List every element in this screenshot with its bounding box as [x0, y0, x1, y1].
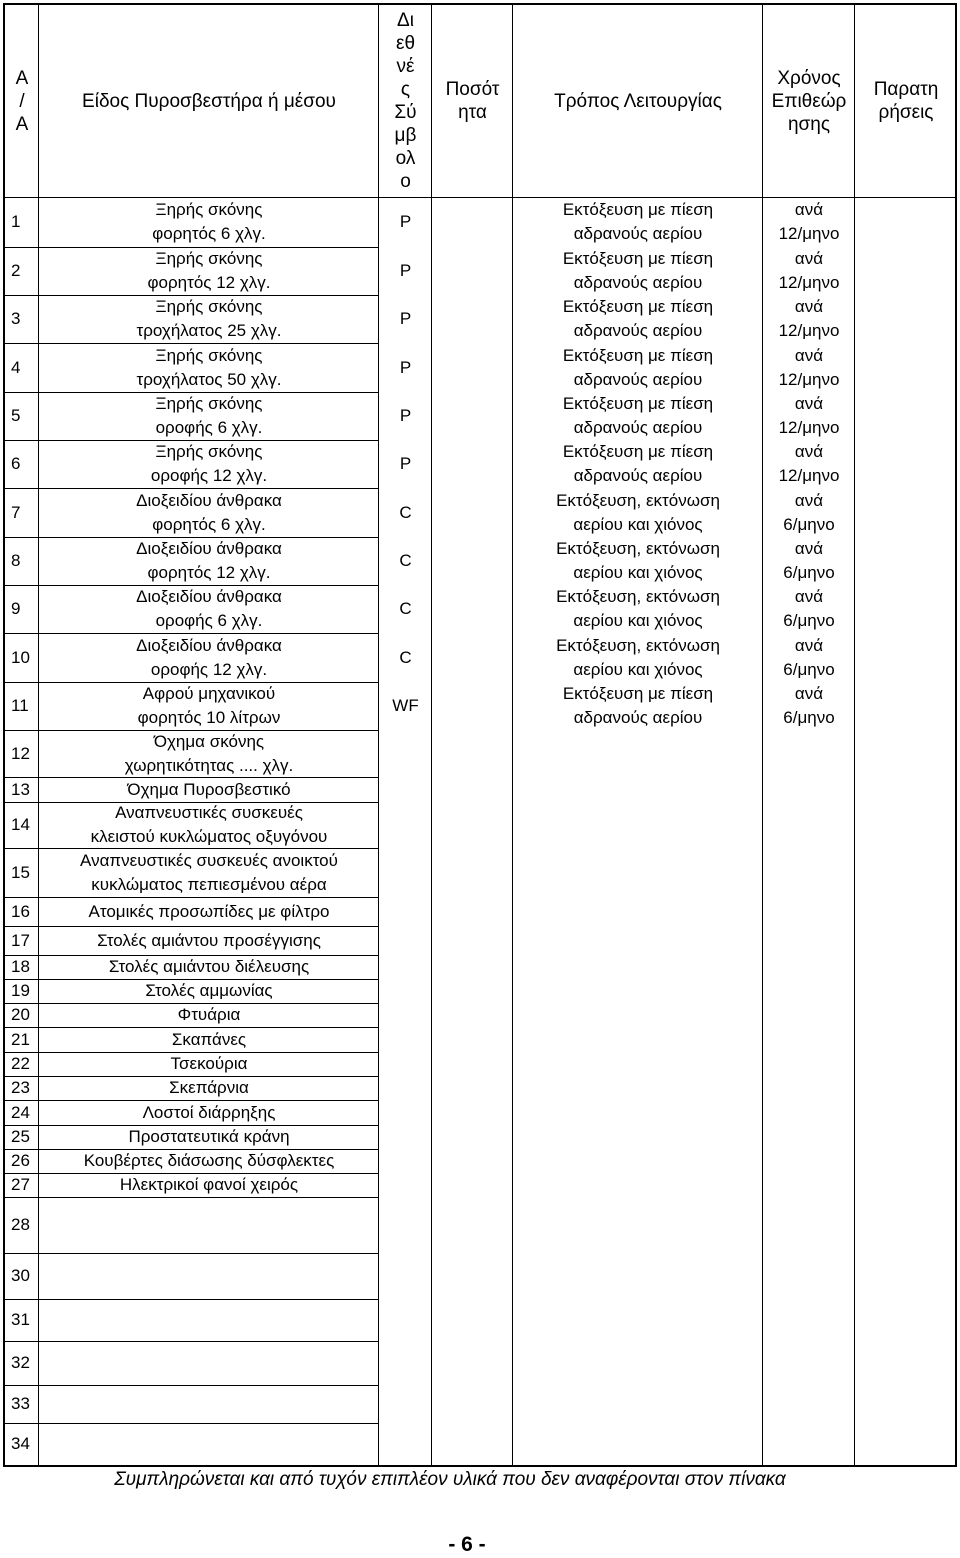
row-number: 17: [11, 930, 30, 950]
intl-symbol: [379, 1423, 432, 1465]
item-name: Διοξειδίου άνθρακα οροφής 6 χλγ.: [136, 587, 282, 630]
table-row: [5, 1253, 957, 1299]
row-number: 21: [11, 1029, 30, 1049]
intl-symbol: [379, 777, 432, 802]
inspection-interval: [763, 926, 855, 955]
item-name: Αφρού μηχανικού φορητός 10 λίτρων: [137, 684, 281, 727]
operation-mode: Εκτόξευση, εκτόνωση αερίου και χιόνος: [556, 490, 720, 534]
operation-mode: Εκτόξευση με πίεση αδρανούς αερίου: [562, 442, 714, 485]
operation-mode: Εκτόξευση με πίεση αδρανούς αερίου: [562, 200, 714, 243]
row-number: 19: [11, 981, 30, 1000]
intl-symbol: [379, 955, 432, 979]
table-row: [5, 682, 957, 730]
intl-symbol: [379, 1149, 432, 1173]
inspection-interval: ανά 6/μηνο: [783, 490, 835, 534]
row-number: 14: [11, 815, 30, 834]
operation-mode: [513, 1125, 763, 1149]
table-row: [5, 343, 957, 392]
table-row: [5, 1423, 957, 1465]
item-name: [39, 1299, 379, 1341]
equipment-table: [3, 3, 957, 1467]
operation-mode: Εκτόξευση, εκτόνωση αερίου και χιόνος: [556, 587, 720, 630]
item-name: Στολές αμμωνίας: [145, 981, 273, 1000]
item-name: Σκεπάρνια: [169, 1078, 249, 1097]
intl-symbol: [379, 1253, 432, 1299]
table-row: [5, 848, 957, 897]
operation-mode: [513, 1003, 763, 1027]
operation-mode: [513, 1100, 763, 1125]
table-row: [5, 197, 957, 247]
intl-symbol: [379, 802, 432, 848]
operation-mode: [513, 1052, 763, 1076]
inspection-interval: ανά 12/μηνο: [778, 200, 840, 243]
row-number: 16: [11, 901, 30, 921]
inspection-interval: ανά 6/μηνο: [783, 587, 835, 630]
item-name: Ατομικές προσωπίδες με φίλτρο: [88, 901, 330, 921]
table-row: [5, 1100, 957, 1125]
row-number: 31: [11, 1310, 30, 1329]
table-row: [5, 440, 957, 488]
inspection-interval: [763, 1003, 855, 1027]
operation-mode: [513, 1027, 763, 1052]
intl-symbol: [379, 1197, 432, 1253]
inspection-interval: [763, 1173, 855, 1197]
row-number: 12: [11, 743, 30, 763]
operation-mode: Εκτόξευση με πίεση αδρανούς αερίου: [562, 249, 714, 292]
intl-symbol: [379, 1052, 432, 1076]
item-name: Ξηρής σκόνης φορητός 12 χλγ.: [147, 249, 271, 292]
inspection-interval: [763, 777, 855, 802]
item-name: Ξηρής σκόνης τροχήλατος 25 χλγ.: [136, 297, 282, 340]
item-name: Αναπνευστικές συσκευές ανοικτού κυκλώματος πεπιεσμένου αέρα: [80, 850, 338, 894]
intl-symbol: [379, 1173, 432, 1197]
header-aa: Α / Α: [15, 67, 29, 135]
intl-symbol: [379, 926, 432, 955]
operation-mode: [513, 926, 763, 955]
inspection-interval: [763, 802, 855, 848]
operation-mode: [513, 1385, 763, 1423]
table-row: [5, 1076, 957, 1100]
row-number: 30: [11, 1266, 30, 1285]
item-name: Όχημα Πυροσβεστικό: [127, 779, 291, 799]
inspection-interval: ανά 12/μηνο: [778, 249, 840, 292]
table-row: [5, 802, 957, 848]
item-name: Όχημα σκόνης χωρητικότητας .... χλγ.: [124, 731, 294, 775]
inspection-interval: [763, 1052, 855, 1076]
intl-symbol: C: [399, 647, 412, 667]
table-row: [5, 1149, 957, 1173]
item-name: Διοξειδίου άνθρακα φορητός 12 χλγ.: [136, 539, 282, 582]
item-name: Κουβέρτες διάσωσης δύσφλεκτες: [83, 1151, 335, 1170]
header-mode: Τρόπος Λειτουργίας: [554, 90, 722, 112]
row-number: 8: [11, 551, 21, 570]
operation-mode: [513, 777, 763, 802]
operation-mode: [513, 955, 763, 979]
header-inspection: Χρόνος Επιθεώρ ησης: [771, 67, 847, 135]
row-number: 22: [11, 1054, 30, 1073]
inspection-interval: ανά 6/μηνο: [783, 539, 835, 582]
inspection-interval: [763, 1149, 855, 1173]
intl-symbol: P: [399, 454, 412, 473]
item-name: Λοστοί διάρρηξης: [142, 1102, 276, 1122]
row-number: 33: [11, 1394, 30, 1413]
table-row: [5, 1003, 957, 1027]
table-row: [5, 1385, 957, 1423]
row-number: 25: [11, 1127, 30, 1146]
operation-mode: [513, 1299, 763, 1341]
item-name: Ξηρής σκόνης τροχήλατος 50 χλγ.: [136, 345, 282, 389]
table-row: [5, 1125, 957, 1149]
table-footnote: Συμπληρώνεται και από τυχόν επιπλέον υλικά που δεν αναφέρονται στον πίνακα: [114, 1469, 786, 1490]
row-number: 32: [11, 1353, 30, 1372]
row-number: 20: [11, 1005, 30, 1024]
inspection-interval: [763, 1197, 855, 1253]
table-row: [5, 1341, 957, 1385]
operation-mode: Εκτόξευση με πίεση αδρανούς αερίου: [562, 394, 714, 437]
intl-symbol: [379, 1125, 432, 1149]
header-remarks: Παρατη ρήσεις: [873, 79, 939, 123]
operation-mode: Εκτόξευση με πίεση αδρανούς αερίου: [562, 684, 714, 727]
row-number: 28: [11, 1215, 30, 1234]
operation-mode: [513, 1253, 763, 1299]
intl-symbol: [379, 848, 432, 897]
inspection-interval: [763, 979, 855, 1003]
table-row: [5, 295, 957, 343]
row-number: 4: [11, 357, 21, 377]
intl-symbol: C: [399, 502, 412, 522]
inspection-interval: [763, 1299, 855, 1341]
row-number: 1: [11, 212, 21, 231]
table-row: [5, 1197, 957, 1253]
operation-mode: Εκτόξευση, εκτόνωση αερίου και χιόνος: [556, 539, 720, 582]
table-row: [5, 979, 957, 1003]
operation-mode: Εκτόξευση με πίεση αδρανούς αερίου: [562, 345, 714, 389]
intl-symbol: C: [399, 599, 412, 618]
intl-symbol: [379, 1341, 432, 1385]
inspection-interval: ανά 12/μηνο: [778, 442, 840, 485]
row-number: 7: [11, 502, 21, 522]
table-row: [5, 537, 957, 585]
item-name: [39, 1253, 379, 1299]
inspection-interval: [763, 1423, 855, 1465]
row-number: 10: [11, 647, 30, 667]
row-number: 3: [11, 309, 21, 328]
row-number: 13: [11, 779, 30, 799]
intl-symbol: [379, 897, 432, 926]
item-name: Στολές αμιάντου διέλευσης: [108, 957, 310, 976]
inspection-interval: [763, 848, 855, 897]
table-row: [5, 585, 957, 633]
table-row: [5, 897, 957, 926]
intl-symbol: P: [399, 309, 412, 328]
item-name: [39, 1197, 379, 1253]
row-number: 27: [11, 1175, 30, 1194]
item-name: Διοξειδίου άνθρακα οροφής 12 χλγ.: [136, 635, 282, 679]
operation-mode: [513, 1173, 763, 1197]
intl-symbol: [379, 1076, 432, 1100]
operation-mode: [513, 979, 763, 1003]
intl-symbol: P: [399, 212, 412, 231]
intl-symbol: [379, 1003, 432, 1027]
intl-symbol: P: [399, 357, 412, 377]
table-row: [5, 955, 957, 979]
item-name: Σκαπάνες: [171, 1029, 247, 1049]
operation-mode: [513, 1423, 763, 1465]
inspection-interval: [763, 1385, 855, 1423]
header-symbol: Δι εθ νέ ς Σύ μβ ολ ο: [394, 10, 417, 192]
inspection-interval: [763, 730, 855, 777]
row-number: 26: [11, 1151, 30, 1170]
inspection-interval: ανά 12/μηνο: [778, 297, 840, 340]
operation-mode: [513, 1149, 763, 1173]
inspection-interval: ανά 12/μηνο: [778, 394, 840, 437]
table-row: [5, 1299, 957, 1341]
item-name: Τσεκούρια: [170, 1054, 248, 1073]
table-row: [5, 777, 957, 802]
inspection-interval: [763, 1125, 855, 1149]
operation-mode: [513, 1197, 763, 1253]
inspection-interval: [763, 1100, 855, 1125]
row-number: 24: [11, 1102, 30, 1122]
inspection-interval: ανά 6/μηνο: [783, 684, 835, 727]
intl-symbol: [379, 1385, 432, 1423]
operation-mode: [513, 1076, 763, 1100]
operation-mode: Εκτόξευση με πίεση αδρανούς αερίου: [562, 297, 714, 340]
intl-symbol: [379, 1100, 432, 1125]
item-name: Στολές αμιάντου προσέγγισης: [97, 930, 321, 950]
table-row: [5, 488, 957, 537]
row-number: 23: [11, 1078, 30, 1097]
operation-mode: [513, 848, 763, 897]
inspection-interval: ανά 12/μηνο: [778, 345, 840, 389]
item-name: [39, 1423, 379, 1465]
inspection-interval: [763, 1076, 855, 1100]
operation-mode: [513, 802, 763, 848]
table-row: [5, 926, 957, 955]
item-name: Ηλεκτρικοί φανοί χειρός: [119, 1175, 299, 1194]
inspection-interval: [763, 1027, 855, 1052]
intl-symbol: C: [399, 551, 412, 570]
table-row: [5, 392, 957, 440]
table-row: [5, 247, 957, 295]
inspection-interval: [763, 955, 855, 979]
item-name: [39, 1385, 379, 1423]
row-number: 15: [11, 862, 30, 882]
row-number: 34: [11, 1434, 30, 1453]
item-name: [39, 1341, 379, 1385]
page-number: - 6 -: [448, 1533, 486, 1556]
intl-symbol: [379, 979, 432, 1003]
table-row: [5, 633, 957, 682]
intl-symbol: WF: [392, 696, 419, 715]
inspection-interval: [763, 897, 855, 926]
table-row: [5, 1173, 957, 1197]
row-number: 5: [11, 406, 21, 425]
row-number: 11: [11, 696, 29, 715]
table-row: [5, 1052, 957, 1076]
row-number: 9: [11, 599, 21, 618]
item-name: Ξηρής σκόνης οροφής 6 χλγ.: [155, 394, 263, 437]
intl-symbol: [379, 1027, 432, 1052]
inspection-interval: [763, 1253, 855, 1299]
row-number: 18: [11, 957, 30, 976]
header-qty: Ποσότ ητα: [445, 79, 500, 123]
header-item: Είδος Πυροσβεστήρα ή μέσου: [82, 90, 336, 112]
row-number: 6: [11, 454, 21, 473]
intl-symbol: P: [399, 261, 412, 280]
item-name: Ξηρής σκόνης οροφής 12 χλγ.: [150, 442, 268, 485]
table-row: [5, 1027, 957, 1052]
intl-symbol: [379, 1299, 432, 1341]
row-number: 2: [11, 261, 21, 280]
intl-symbol: P: [399, 406, 412, 425]
item-name: Ξηρής σκόνης φορητός 6 χλγ.: [152, 200, 266, 243]
inspection-interval: [763, 1341, 855, 1385]
table-row: [5, 730, 957, 777]
item-name: Προστατευτικά κράνη: [128, 1127, 290, 1146]
item-name: Αναπνευστικές συσκευές κλειστού κυκλώματος οξυγόνου: [90, 803, 328, 846]
item-name: Φτυάρια: [177, 1005, 241, 1024]
inspection-interval: ανά 6/μηνο: [783, 635, 835, 679]
intl-symbol: [379, 730, 432, 777]
operation-mode: [513, 897, 763, 926]
operation-mode: [513, 1341, 763, 1385]
operation-mode: Εκτόξευση, εκτόνωση αερίου και χιόνος: [556, 635, 720, 679]
item-name: Διοξειδίου άνθρακα φορητός 6 χλγ.: [136, 490, 282, 534]
operation-mode: [513, 730, 763, 777]
